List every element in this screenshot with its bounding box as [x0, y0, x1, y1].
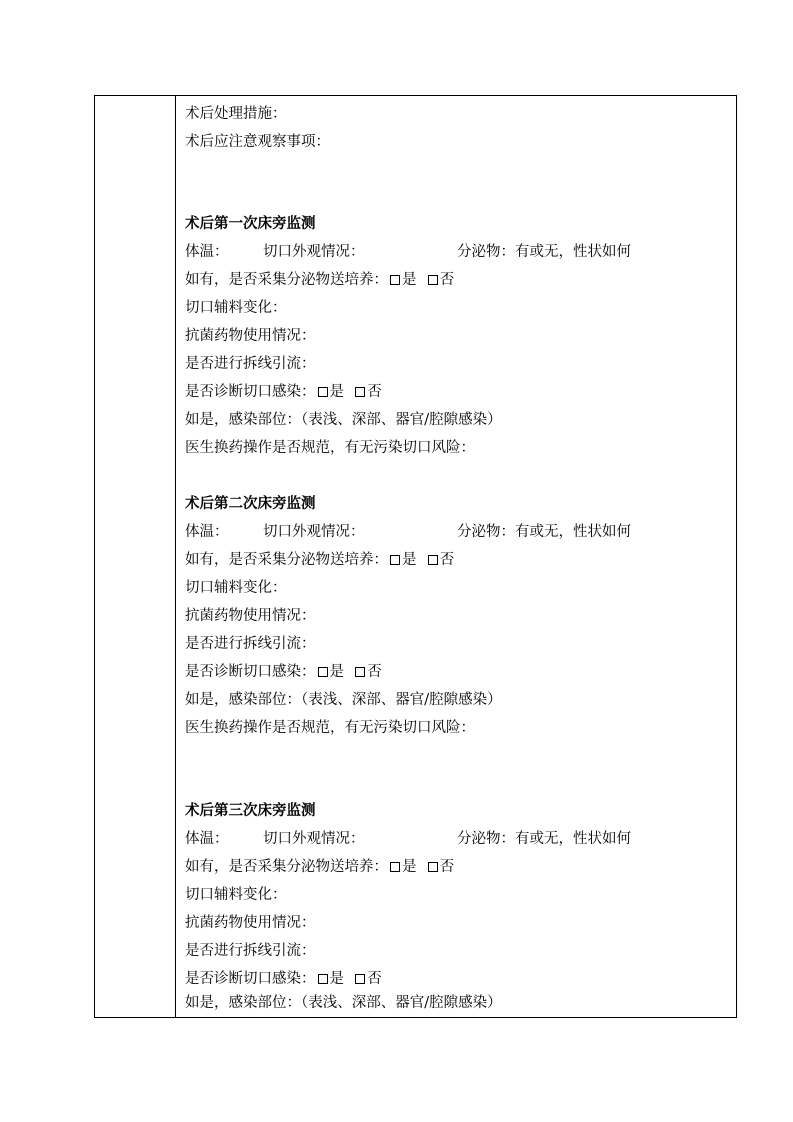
column-divider: [175, 96, 176, 1017]
yes-checkbox[interactable]: [318, 387, 328, 397]
vitals-row: [185, 825, 725, 853]
no-label: 否: [439, 272, 455, 288]
culture-label: 如有，是否采集分泌物送培养：: [185, 552, 388, 568]
no-label: 否: [367, 664, 382, 680]
dressing-change-field[interactable]: 切口辅料变化：: [185, 887, 287, 903]
antibiotic-usage-field[interactable]: 抗菌药物使用情况：: [185, 328, 316, 344]
suture-drainage-field[interactable]: 是否进行拆线引流：: [185, 636, 316, 652]
infection-diagnosis-label: 是否诊断切口感染：: [185, 664, 316, 680]
no-label: 否: [439, 552, 455, 568]
infection-diagnosis-label: 是否诊断切口感染：: [185, 971, 316, 987]
doctor-procedure-field[interactable]: 医生换药操作是否规范，有无污染切口风险：: [185, 440, 475, 456]
suture-drainage-field[interactable]: 是否进行拆线引流：: [185, 356, 316, 372]
no-checkbox[interactable]: [355, 667, 365, 677]
no-checkbox[interactable]: [428, 862, 438, 872]
culture-row: [185, 546, 454, 574]
content-cell: [180, 96, 736, 1017]
infection-diagnosis-row: [185, 378, 382, 406]
secretion-field[interactable]: 分泌物：有或无，性状如何: [457, 244, 631, 260]
dressing-change-field[interactable]: 切口辅料变化：: [185, 300, 287, 316]
yes-label: 是: [402, 272, 417, 288]
no-label: 否: [367, 971, 382, 987]
temperature-field[interactable]: 体温：: [185, 524, 229, 540]
vitals-row: [185, 238, 725, 266]
yes-checkbox[interactable]: [390, 862, 400, 872]
antibiotic-usage-field[interactable]: 抗菌药物使用情况：: [185, 608, 316, 624]
culture-label: 如有，是否采集分泌物送培养：: [185, 272, 388, 288]
culture-row: [185, 266, 454, 294]
suture-drainage-field[interactable]: 是否进行拆线引流：: [185, 943, 316, 959]
yes-checkbox[interactable]: [390, 555, 400, 565]
yes-checkbox[interactable]: [318, 667, 328, 677]
yes-label: 是: [402, 552, 417, 568]
no-checkbox[interactable]: [428, 275, 438, 285]
no-label: 否: [367, 384, 382, 400]
no-label: 否: [439, 859, 455, 875]
vitals-row: [185, 518, 725, 546]
infection-site-field[interactable]: 如是，感染部位：（表浅、深部、器官/腔隙感染）: [185, 995, 502, 1011]
doctor-procedure-field[interactable]: 医生换药操作是否规范，有无污染切口风险：: [185, 720, 475, 736]
yes-checkbox[interactable]: [390, 275, 400, 285]
dressing-change-field[interactable]: 切口辅料变化：: [185, 580, 287, 596]
incision-appearance-field[interactable]: 切口外观情况：: [263, 524, 365, 540]
secretion-field[interactable]: 分泌物：有或无，性状如何: [457, 524, 631, 540]
infection-diagnosis-row: [185, 658, 382, 686]
incision-appearance-field[interactable]: 切口外观情况：: [263, 244, 365, 260]
monitoring-title: 术后第一次床旁监测: [185, 215, 316, 232]
no-checkbox[interactable]: [355, 387, 365, 397]
form-table: [94, 95, 737, 1018]
incision-appearance-field[interactable]: 切口外观情况：: [263, 831, 365, 847]
infection-site-field[interactable]: 如是，感染部位：（表浅、深部、器官/腔隙感染）: [185, 692, 502, 708]
yes-label: 是: [329, 971, 344, 987]
secretion-field[interactable]: 分泌物：有或无，性状如何: [457, 831, 631, 847]
monitoring-title: 术后第三次床旁监测: [185, 802, 316, 819]
yes-label: 是: [329, 664, 344, 680]
culture-label: 如有，是否采集分泌物送培养：: [185, 859, 388, 875]
post-op-observation-field[interactable]: 术后应注意观察事项：: [185, 134, 330, 150]
temperature-field[interactable]: 体温：: [185, 831, 229, 847]
yes-checkbox[interactable]: [318, 974, 328, 984]
antibiotic-usage-field[interactable]: 抗菌药物使用情况：: [185, 915, 316, 931]
culture-row: [185, 853, 454, 881]
infection-diagnosis-label: 是否诊断切口感染：: [185, 384, 316, 400]
temperature-field[interactable]: 体温：: [185, 244, 229, 260]
yes-label: 是: [329, 384, 344, 400]
post-op-measures-field[interactable]: 术后处理措施：: [185, 106, 287, 122]
monitoring-title: 术后第二次床旁监测: [185, 495, 316, 512]
infection-site-field[interactable]: 如是，感染部位：（表浅、深部、器官/腔隙感染）: [185, 412, 502, 428]
no-checkbox[interactable]: [428, 555, 438, 565]
no-checkbox[interactable]: [355, 974, 365, 984]
yes-label: 是: [402, 859, 417, 875]
